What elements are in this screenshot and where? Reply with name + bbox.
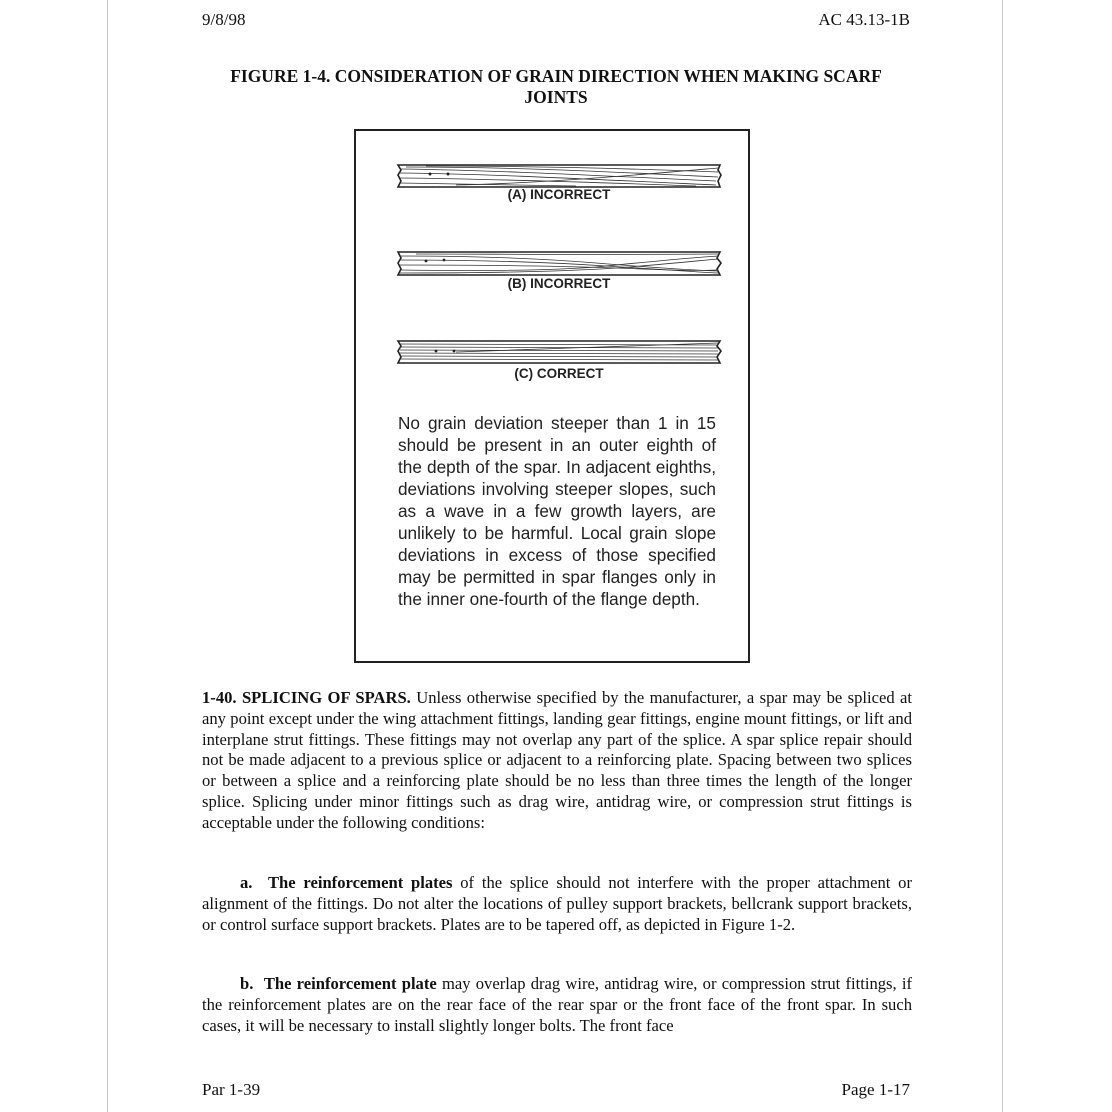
header-doc-id: AC 43.13-1B (818, 10, 910, 29)
header-date: 9/8/98 (202, 10, 246, 29)
footer-left: Par 1-39 (202, 1080, 261, 1099)
board-a-illustration (396, 161, 722, 189)
page-left-edge (107, 0, 108, 1112)
item-a-text: of the splice should not interfere with the proper attachment or alignment of the fittings. Do not alter the locations of pulley support brackets, bellcrank support brackets, or control surface support brackets. Plates are to be tapered off, as depicted in Figure 1-2. (202, 873, 912, 934)
figure-note: No grain deviation steeper than 1 in 15 should be present in an outer eighth of the depth of the spar. In adjacent eighths, deviations involving steeper slopes, such as a wave in a few growth layers, are unlikely to be harmful. Local grain slope deviations in excess of those specified may be permitted in spar flanges only in the inner one-fourth of the flange depth. (398, 413, 716, 609)
item-b-lead: The reinforcement plate (263, 974, 437, 993)
item-a-paragraph (202, 873, 912, 935)
page-right-edge (1002, 0, 1003, 1112)
item-b-paragraph (202, 974, 912, 1036)
item-a-label: a. (240, 873, 253, 892)
caption-c: (C) CORRECT (514, 366, 604, 381)
board-b-illustration (396, 249, 722, 277)
caption-b: (B) INCORRECT (507, 276, 611, 291)
section-body: Unless otherwise specified by the manufacturer, a spar may be spliced at any point except under the wing attachment fittings, landing gear fittings, engine mount fittings, or lift and interplane strut fittings. These fittings may not overlap any part of the splice. A spar splice repair should not be made adjacent to a previous splice or adjacent to a reinforcing plate. Spacing between two splices or between a splice and a reinforcing plate should be no less than three times the length of the longer splice. Splicing under minor fittings such as drag wire, antidrag wire, or compression strut fittings is acceptable under the following conditions: (202, 688, 913, 832)
item-b-text: may overlap drag wire, antidrag wire, or compression strut fittings, if the reinforcement plates are on the rear face of the rear spar or the front face of the front spar. In such cases, it will be necessary to install slightly longer bolts. The front face (202, 974, 912, 1035)
item-b-label: b. (240, 974, 254, 993)
section-heading: 1-40. SPLICING OF SPARS. (202, 688, 411, 707)
board-c-illustration (396, 337, 722, 365)
footer-right: Page 1-17 (841, 1080, 910, 1099)
section-paragraph (202, 688, 912, 834)
figure-box (354, 129, 750, 663)
caption-a: (A) INCORRECT (507, 187, 611, 202)
figure-title: FIGURE 1-4. CONSIDERATION OF GRAIN DIRECTION WHEN MAKING SCARF JOINTS (230, 66, 882, 107)
item-a-lead: The reinforcement plates (267, 873, 453, 892)
